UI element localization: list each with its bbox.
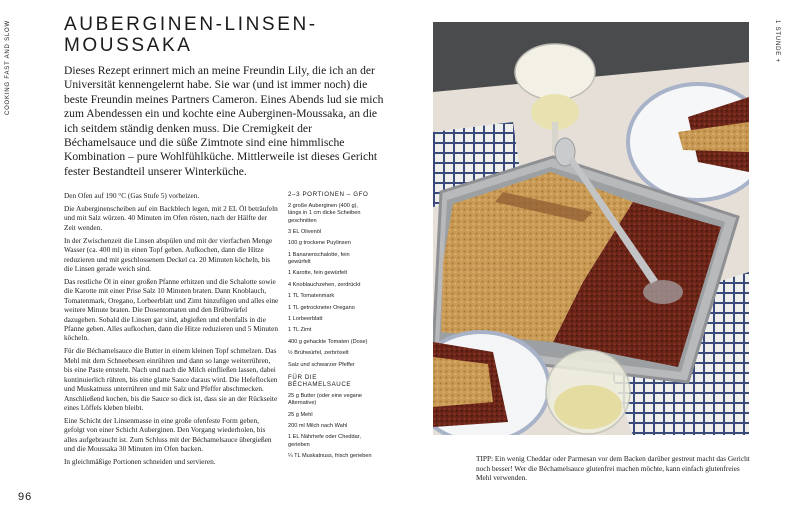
running-head-right-text: 1 STUNDE + — [774, 20, 780, 63]
bechamel-heading: FÜR DIE BÉCHAMELSAUCE — [288, 373, 352, 388]
ingredient-item: 4 Knoblauchzehen, zerdrückt — [288, 281, 361, 288]
ingredient-item: 1 Karotte, fein gewürfelt — [288, 270, 348, 277]
bechamel-item: 25 g Mehl — [288, 411, 313, 418]
ingredient-item: 2 große Auberginen (400 g), längs in 1 cm dicke Scheiben geschnitten — [288, 203, 361, 224]
ingredient-item: 400 g gehackte Tomaten (Dose) — [288, 338, 368, 345]
running-head-left-text: COOKING FAST AND SLOW — [5, 20, 11, 116]
step-3: In der Zwischenzeit die Linsen abspülen und mit der vierfachen Menge Wasser (ca. 400 ml) in einen Topf geben. Aufkochen, dann die Hitze reduzieren und mit geschlossenem Deckel ca. 20 Minuten köcheln, bis die Linsen gerade weich sind. — [64, 235, 273, 274]
step-5: Für die Béchamelsauce die Butter in einem kleinen Topf schmelzen. Das Mehl mit dem Schneebesen einrühren und dann so lange weiterrühren, bis eine Paste entsteht. Nach und nach die Milch einfließen lassen, dabei kontinuierlich rühren, bis eine glatte Sauce daraus wird. Die Hefeflocken und Muskatnuss unterrühren und mit Salz und Pfeffer abschmecken. Anschließend kochen, bis die Sauce so dick ist, dass sie an der Rückseite eines Löffels kleben bleibt. — [64, 346, 278, 412]
step-6: Eine Schicht der Linsenmasse in eine große ofenfeste Form geben, gefolgt von einer Schicht Auberginen. Den Vorgang wiederholen, bis alles aufgebraucht ist. Zum Schluss mit der Béchamelsauce übergießen und die Moussaka 30 Minuten im Ofen backen. — [64, 415, 272, 454]
step-7: In gleichmäßige Portionen schneiden und servieren. — [64, 457, 216, 467]
ingredient-item: ½ Brühwürfel, zerbröselt — [288, 350, 349, 357]
ingredient-item: 1 TL Tomatenmark — [288, 293, 335, 300]
intro-paragraph: Dieses Rezept erinnert mich an meine Freundin Lily, die ich an der Universität kennengelernt habe. Sie war (und ist immer noch) die beste Freundin meines Partners Cameron. Eines Abends lud sie mich zum Abendessen ein und kochte eine Auberginen-Moussaka, an die ich seitdem ständig denken muss. Die Cremigkeit der Béchamelsauce und die süße Zimtnote sind eine himmlische Kombination – pure Wohlfühlküche. Mittlerweile ist dieses Gericht fester Bestandteil unserer Winterküche. — [64, 64, 384, 178]
page-number: 96 — [18, 491, 33, 503]
ingredients-list — [288, 191, 372, 464]
title-line-2: MOUSSAKA — [64, 35, 193, 56]
method-steps — [64, 191, 280, 470]
bechamel-item: 1 EL Nährhefe oder Cheddar, gerieben — [288, 434, 361, 448]
ingredient-item: Salz und schwarzer Pfeffer — [288, 361, 355, 368]
running-head-left — [5, 20, 17, 140]
recipe-title — [64, 14, 364, 56]
ingredient-item: 1 TL getrockneter Oregano — [288, 304, 355, 311]
ingredient-item: 1 Lorbeerblatt — [288, 315, 323, 322]
bechamel-item: 25 g Butter (oder eine vegane Alternative) — [288, 393, 363, 407]
tip-paragraph: TIPP: Ein wenig Cheddar oder Parmesan vor dem Backen darüber gestreut macht das Gericht noch besser! Wer die Béchamelsauce glutenfrei machen möchte, kann einfach glutenfreies Mehl verwenden. — [476, 454, 750, 483]
title-line-1: AUBERGINEN-LINSEN- — [64, 14, 318, 35]
step-1: Den Ofen auf 190 °C (Gas Stufe 5) vorheizen. — [64, 191, 200, 200]
wine-glass-icon — [515, 44, 595, 100]
ingredient-item: 1 TL Zimt — [288, 327, 312, 334]
bechamel-item: 200 ml Milch nach Wahl — [288, 423, 348, 430]
running-head-right — [770, 20, 782, 100]
ingredient-item: 3 EL Olivenöl — [288, 229, 322, 235]
ingredients-heading: 2–3 PORTIONEN – GFO — [288, 191, 369, 198]
step-4: Das restliche Öl in einer großen Pfanne erhitzen und die Schalotte sowie die Karotte mit einer Prise Salz 10 Minuten braten. Dann Knoblauch, Tomatenmark, Oregano, Lorbeerblatt und Zimt hinzufügen und alles eine weitere Minute braten. Die Dosentomaten und den Brühwürfel dazugeben. Sobald die Linsen gar sind, abgießen und ebenfalls in die Pfanne geben. Alles aufkochen, dann die Hitze reduzieren und 5 Minuten köcheln. — [64, 277, 279, 343]
ingredient-item: 100 g trockene Puylinsen — [288, 240, 351, 247]
step-2: Die Auberginenscheiben auf ein Backblech legen, mit 2 EL Öl beträufeln und mit Salz würzen. 40 Minuten im Ofen rösten, nach der Hälfte der Zeit wenden. — [64, 204, 278, 232]
moussaka-photo — [433, 22, 749, 435]
ingredient-item: 1 Bananenschalotte, fein gewürfelt — [288, 251, 350, 265]
bechamel-item: ¼ TL Muskatnuss, frisch gerieben — [288, 453, 372, 460]
